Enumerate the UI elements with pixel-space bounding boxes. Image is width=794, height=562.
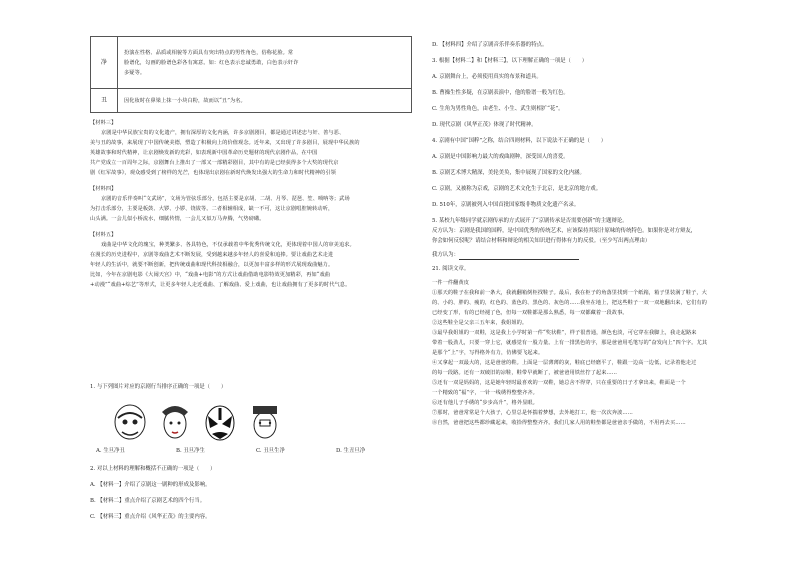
- text-line: 美与丑的故事，来展现了中国传统美德，塑造了积极向上的价值观念。近年来，又出现了许多剧目，展现中华民族的: [90, 140, 360, 146]
- q4-option-a[interactable]: A. 京剧是中国影响力最大的戏曲剧种，深受国人的喜爱。: [432, 154, 569, 160]
- text-line: 比如，今年在京剧电影《大闹天宫》中，“戏曲+电影”的方式让戏曲借助电影特效更加精彩，再如“戏曲: [90, 272, 331, 278]
- q2-option-d[interactable]: D. 【材料四】介绍了京剧音乐伴奏乐器的特点。: [432, 42, 548, 48]
- q2-option-c[interactable]: C. 【材料三】重点介绍《风华正茂》的主要内容。: [90, 514, 211, 520]
- text-line: 京剧的音乐伴奏叫“文武场”，文场为管弦乐部分，包括主要是京胡、二胡、月琴、琵琶、笙、唢呐等；武场: [101, 196, 350, 202]
- right-column: [432, 40, 764, 428]
- question-4-stem: 4. 京剧有中国“国粹”之称，结合四则材料，以下说法不正确的是（ ）: [432, 138, 607, 144]
- answer-underline[interactable]: [459, 253, 579, 260]
- mask-3-icon: [206, 406, 234, 440]
- story-line: 一个精致的“福”字，一针一线绣得整整齐齐。: [432, 390, 538, 396]
- mask-2-icon: [162, 406, 188, 438]
- desc-line: 扮演在性格、品质或相貌等方面具有突出特点的男性角色，俗称花脸。常: [124, 49, 294, 56]
- text-line: 共产党成立一百周年之际，京剧舞台上推出了一部又一部精彩剧目，其中有的是已经获得多个大奖的现代京: [90, 160, 339, 166]
- text-line: 剧《红军故事》，观众感受到了榜样的光芒，也体现出京剧在新时代焕发出强大的生命力和时代精神的引领: [90, 170, 336, 176]
- story-line: ⑥还有他儿子手绣的“步步高升”，格外显眼。: [432, 400, 538, 406]
- story-line: ⑧自然，爸爸把这些都珍藏起来，收拾得整整齐齐。我们几家人用的鞋垫都是爸爸亲手做的，不用再去买……: [432, 420, 686, 426]
- desc-line: 脸谱化，勾画的脸谱色彩各有寓意。如：红色表示忠诚勇敢，白色表示奸诈: [124, 59, 299, 66]
- story-line: ①那天的鞋子在我和前一条大，我就翻箱倒柜找鞋子。最后，我在柜子的角落里找到一个纸箱，箱子里装满了鞋子，大: [432, 290, 707, 296]
- q3-option-b[interactable]: B. 曹操生性多疑，在京剧表演中，他的脸谱一般为红色。: [432, 90, 569, 96]
- q2-option-a[interactable]: A. 【材料一】介绍了京剧这一剧种的形成及影响。: [90, 482, 211, 488]
- q2-option-b[interactable]: B. 【材料二】重点介绍了京剧艺术的四个行当。: [90, 498, 206, 504]
- table-row: [91, 37, 412, 89]
- text-line: 年轻人的生活中，就要不断创新，把传统戏曲和现代科技相融合，以更加丰富多样的形式展现戏曲魅力。: [90, 262, 334, 268]
- q3-option-a[interactable]: A. 京剧舞台上，必须使用真实的布景和道具。: [432, 74, 542, 80]
- text-line: 京剧是中华民族宝贵的文化遗产，拥有深厚的文化内涵，许多京剧剧目，都是通过讲述忠与奸、善与恶、: [101, 130, 345, 136]
- q1-option-c[interactable]: C. 丑旦生净: [256, 448, 285, 454]
- story-line: ④又拿起一双最大的，这是爸爸的鞋。上面是一层薄薄的灰，鞋底已经磨平了，鞋跟一边高一边低，记录着他走过: [432, 360, 697, 366]
- text-line: +动漫”“戏曲+综艺”等形式，让更多年轻人走近戏曲、了解戏曲、爱上戏曲，也让戏曲拥有了更多的时代气息。: [90, 282, 351, 288]
- q1-option-d[interactable]: D. 生丑旦净: [336, 448, 366, 454]
- text-line: 为打击乐部分，主要是板鼓、大锣、小锣、铙钹等。二者相辅相成，缺一不可，这让京剧唱腔婉转动听，: [90, 206, 334, 212]
- q5-answer-label: 我方认为：: [432, 252, 459, 258]
- left-column: [90, 118, 412, 290]
- question-1: [90, 382, 412, 392]
- text-line: 在漫长的历史进程中，京剧等戏曲艺术不断发展，受到越来越多年轻人的喜爱和追捧。要让戏曲艺术走进: [90, 252, 334, 258]
- story-line: 带着一股劲儿，只要一穿上它，就感觉有一股力量。上有一排黑色的字，那是爸爸用毛笔写的“奋发向上”四个字。尤其: [432, 340, 708, 346]
- story-line: 的、小的、胖的、瘦的，红色的、蓝色的、黑色的、灰色的……我坐在地上，把这些鞋子一双一双地翻出来，它们有的: [432, 300, 707, 306]
- story-line: 的每一段路。还有一双破旧的凉鞋，鞋带早就断了，被爸爸用铁丝拧了起来……: [432, 370, 618, 376]
- question-5-text: 反方认为：京剧是我国的国粹，是中国优秀的传统艺术，应该保持其原汁原味的传统特色。如果你是对方辩友，: [432, 228, 697, 234]
- material-4-heading: 【材料四】: [90, 186, 117, 192]
- q4-option-c[interactable]: C. 京剧，又被称为京戏，京剧的艺术文化生于北京，是北京的地方戏。: [432, 186, 602, 192]
- q5-answer-line[interactable]: [432, 250, 764, 260]
- story-line: ③最早我姐姐的一双鞋，这是我上小学时第一件“奖状鞋”，样子很普通，颜色也淡，可它穿在我脚上，我走起路来: [432, 330, 697, 336]
- story-line: 是那个“上”字，写得格外有力，仿佛要飞起来。: [432, 350, 544, 356]
- story-title: 一件一件翻黄皮: [432, 280, 470, 286]
- q1-option-b[interactable]: B. 丑旦净生: [176, 448, 205, 454]
- material-5-heading: 【材料五】: [90, 232, 117, 238]
- story-line: ⑦那时，爸爸常常是个大孩子，心里总是怀揣着梦想，去外地打工，他一次次奔波……: [432, 410, 633, 416]
- q1-options: [90, 446, 412, 456]
- question-5-text: 你会如何反驳呢？请结合材料和辩论的相关知识进行得体有力的反驳。（至少写出两点理由）: [432, 238, 651, 244]
- mask-4-icon: [253, 406, 277, 438]
- text-line: 戏曲是中华文化的瑰宝，种类繁多、各具特色，不仅承载着中华优秀传统文化，更体现着中国人的审美追求。: [101, 242, 355, 248]
- role-cell: 净: [91, 37, 118, 89]
- mask-1-icon: [115, 405, 145, 439]
- q3-option-d[interactable]: D. 现代京剧《风华正茂》体现了时代精神。: [432, 122, 537, 128]
- story-line: ②这些鞋全是父亲三五年来，我姐姐的。: [432, 320, 528, 326]
- role-desc: [118, 37, 412, 89]
- material-3-heading: 【材料三】: [90, 120, 117, 126]
- story-body: [432, 288, 764, 428]
- role-cell: 丑: [91, 89, 118, 113]
- role-table: [90, 36, 412, 113]
- table-row: [91, 89, 412, 113]
- question-2-stem: 2. 对以上材料的理解和概括不正确的一项是（ ）: [90, 466, 216, 472]
- question-3-stem: 3. 根据【材料二】和【材料三】，以下理解正确的一项是（ ）: [432, 58, 588, 64]
- opera-masks-image: [110, 402, 290, 442]
- story-line: 已经变了形，有的已经褪了色，但每一双鞋都是那么熟悉，每一双都藏着一段故事。: [432, 310, 628, 316]
- text-line: 山头满。一会儿似小桥流水，细腻传情，一会儿又似万马奔腾，气势磅礴。: [90, 216, 265, 222]
- text-line: 英雄故事和时代精神，让京剧焕发新的光彩，如表现新中国革命历史题材的现代京剧作品，在中国: [90, 150, 318, 156]
- desc-line: 因化妆时在鼻梁上抹一小块白粉，故而以“丑”为名。: [124, 97, 246, 104]
- q4-option-d[interactable]: D. 510年，京剧被列入中国首批国家级非物质文化遗产名录。: [432, 202, 580, 208]
- role-desc: [118, 89, 412, 113]
- q1-option-a[interactable]: A. 生旦净丑: [96, 448, 125, 454]
- question-5-stem: 5. 某校九年级同学就京剧传承的方式展开了“京剧传承是否需要创新”的主题辩论。: [432, 218, 628, 224]
- story-line: ⑤还有一双是妈妈的，这是她年轻时最喜欢的一双鞋，她总舍不得穿，只在重要的日子才拿出来，鞋面是一个: [432, 380, 686, 386]
- question-1-stem: 1. 与下列图片对应的京剧行当排序正确的一项是（ ）: [90, 384, 227, 390]
- desc-line: 多疑等。: [124, 69, 146, 76]
- q4-option-b[interactable]: B. 京剧艺术博大精深，美轮美奂，集中展现了国家的文化内涵。: [432, 170, 585, 176]
- question-2: [90, 464, 412, 522]
- reading-question-stem: 21. 阅读文章。: [432, 266, 470, 272]
- q3-option-c[interactable]: C. 生角为男性角色，由老生、小生、武生则相扩“花”。: [432, 106, 564, 112]
